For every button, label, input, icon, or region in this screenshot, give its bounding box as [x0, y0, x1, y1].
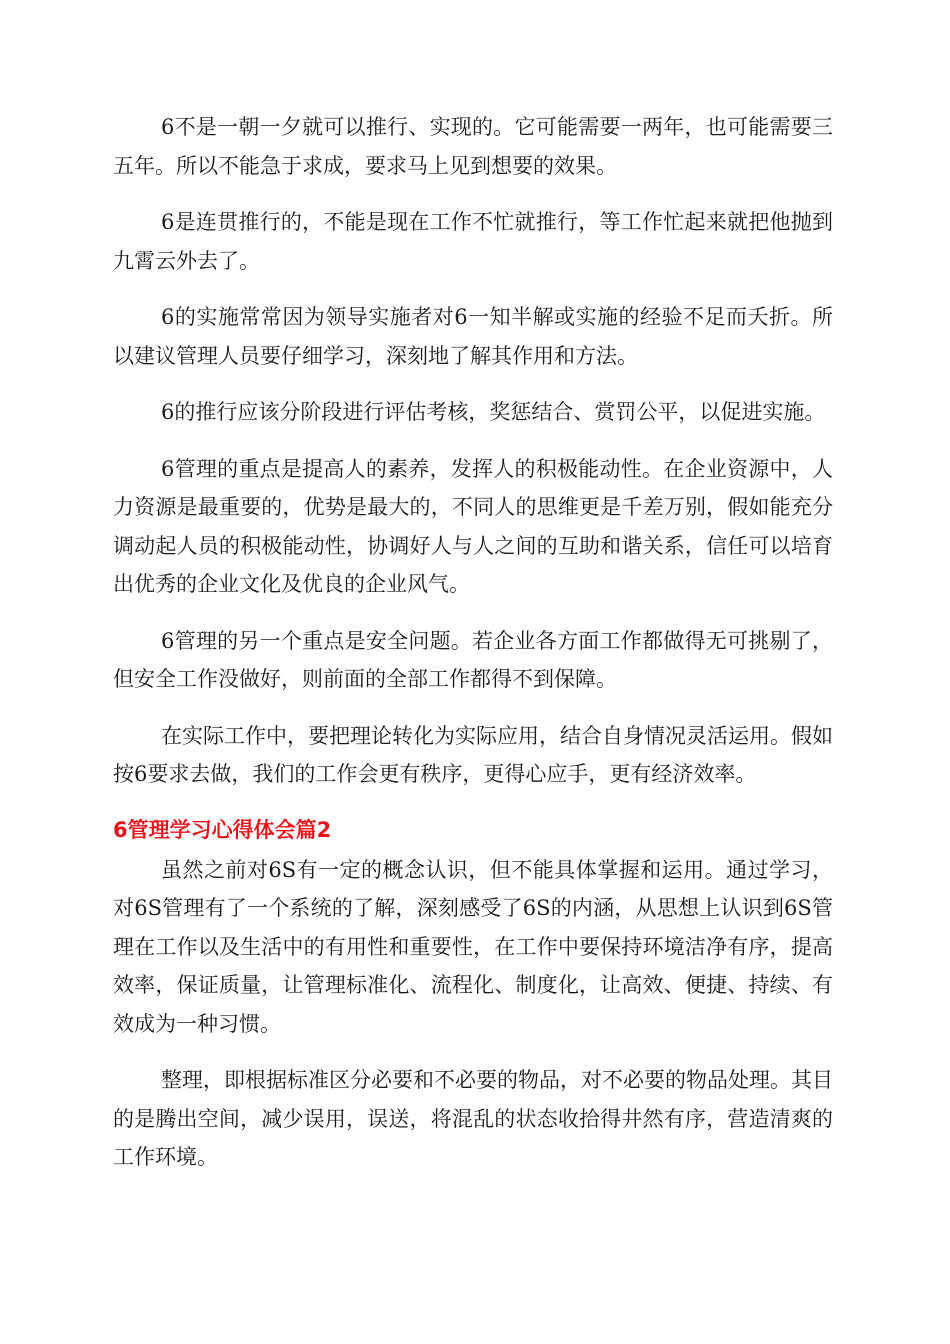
body-paragraph: 6不是一朝一夕就可以推行、实现的。它可能需要一两年，也可能需要三五年。所以不能急于求成，要求马上见到想要的效果。: [113, 115, 833, 178]
body-paragraph: 6管理的重点是提高人的素养，发挥人的积极能动性。在企业资源中，人力资源是最重要的，优势是最大的，不同人的思维更是千差万别，假如能充分调动起人员的积极能动性，协调好人与人之间的互助和谐关系，信任可以培育出优秀的企业文化及优良的企业风气。: [113, 456, 833, 596]
body-paragraph: 6是连贯推行的，不能是现在工作不忙就推行，等工作忙起来就把他抛到九霄云外去了。: [113, 210, 833, 273]
body-paragraph: 整理，即根据标准区分必要和不必要的物品，对不必要的物品处理。其目的是腾出空间，减少误用，误送，将混乱的状态收拾得井然有序，营造清爽的工作环境。: [113, 1068, 833, 1169]
body-paragraph: 在实际工作中，要把理论转化为实际应用，结合自身情况灵活运用。假如按6要求去做，我们的工作会更有秩序，更得心应手，更有经济效率。: [113, 723, 833, 786]
document-page: [113, 108, 833, 1195]
body-paragraph: 虽然之前对6S有一定的概念认识，但不能具体掌握和运用。通过学习，对6S管理有了一个系统的了解，深刻感受了6S的内涵，从思想上认识到6S管理在工作以及生活中的有用性和重要性，在工作中要保持环境洁净有序，提高效率，保证质量，让管理标准化、流程化、制度化，让高效、便捷、持续、有效成为一种习惯。: [113, 857, 833, 1036]
section-heading: 6管理学习心得体会篇2: [113, 817, 332, 842]
body-paragraph: 6管理的另一个重点是安全问题。若企业各方面工作都做得无可挑剔了，但安全工作没做好，则前面的全部工作都得不到保障。: [113, 628, 833, 691]
body-paragraph: 6的推行应该分阶段进行评估考核，奖惩结合、赏罚公平，以促进实施。: [161, 400, 826, 424]
body-paragraph: 6的实施常常因为领导实施者对6一知半解或实施的经验不足而夭折。所以建议管理人员要仔细学习，深刻地了解其作用和方法。: [113, 305, 833, 368]
